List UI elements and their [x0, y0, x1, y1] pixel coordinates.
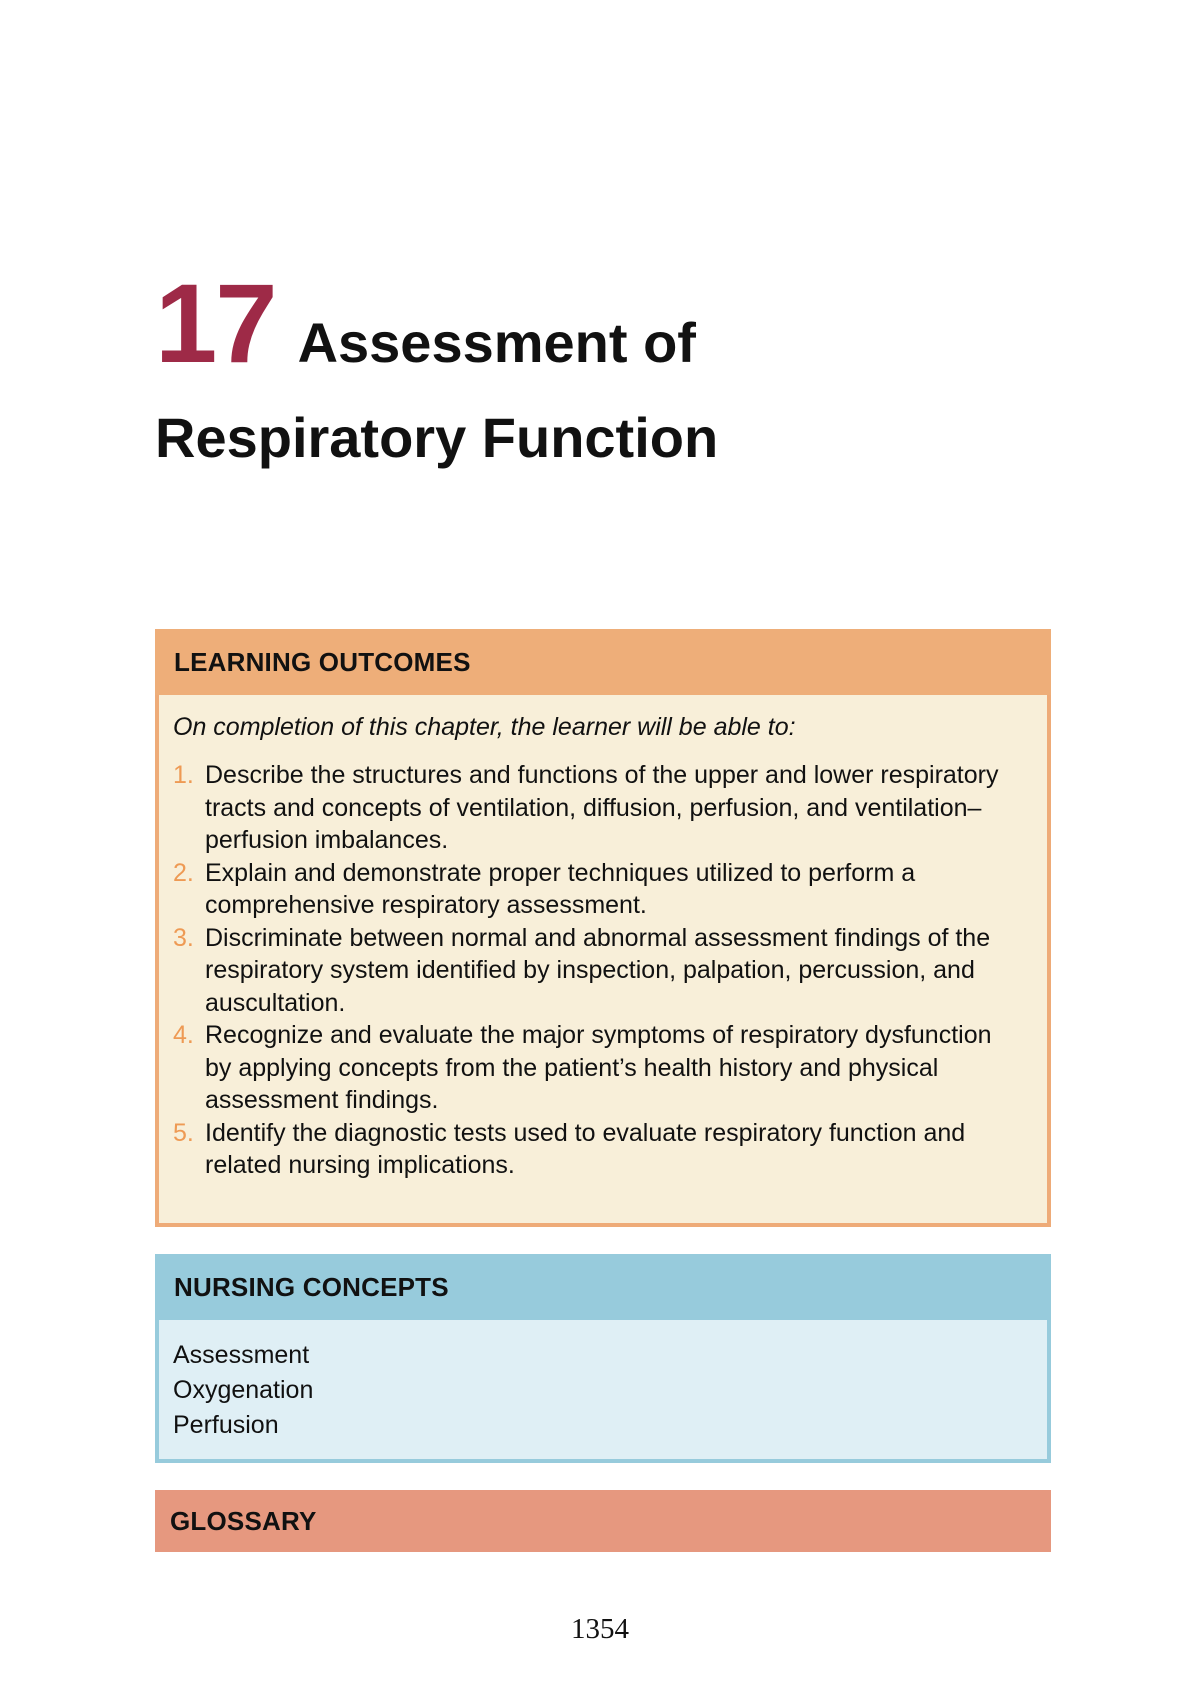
outcome-number: 5.: [173, 1118, 194, 1147]
learning-outcomes-header: LEARNING OUTCOMES: [155, 629, 1051, 695]
learning-outcomes-box: [155, 629, 1051, 1227]
outcome-item: [173, 922, 1017, 1020]
concept-item: Oxygenation: [173, 1376, 314, 1404]
outcome-text: Discriminate between normal and abnormal assessment findings of the respiratory system identified by inspection, palpation, percussion, and auscultation.: [205, 923, 991, 1017]
chapter-heading-line1: [155, 261, 1055, 386]
learning-outcomes-intro: On completion of this chapter, the learner will be able to:: [173, 713, 796, 741]
outcome-text: Describe the structures and functions of the upper and lower respiratory tracts and concepts of ventilation, diffusion, perfusion, and ventilation–perfusion imbalances.: [205, 761, 999, 854]
outcome-item: [173, 1019, 1017, 1117]
outcome-text: Explain and demonstrate proper techniques utilized to perform a comprehensive respiratory assessment.: [205, 858, 916, 919]
learning-outcomes-body: [159, 695, 1047, 1182]
chapter-heading: [155, 261, 1055, 469]
page-number: 1354: [571, 1613, 629, 1645]
outcome-text: Recognize and evaluate the major symptoms of respiratory dysfunction by applying concepts from the patient’s health history and physical assessment findings.: [205, 1021, 992, 1114]
outcome-number: 3.: [173, 923, 194, 952]
outcome-item: [173, 759, 1017, 857]
concept-item: Perfusion: [173, 1411, 279, 1439]
glossary-header: GLOSSARY: [170, 1505, 317, 1536]
outcome-number: 4.: [173, 1021, 194, 1049]
outcome-number: 2.: [173, 858, 194, 887]
nursing-concepts-box: [155, 1254, 1051, 1463]
outcome-item: [173, 1117, 1017, 1182]
chapter-title-line2: Respiratory Function: [155, 406, 719, 469]
chapter-number: 17: [155, 261, 276, 386]
concept-item: Assessment: [173, 1341, 310, 1369]
outcome-number: 1.: [173, 761, 194, 789]
glossary-box: [155, 1490, 1051, 1552]
nursing-concepts-header: NURSING CONCEPTS: [155, 1254, 1051, 1320]
chapter-title-line1: Assessment of: [297, 311, 696, 374]
outcome-text: Identify the diagnostic tests used to evaluate respiratory function and related nursing implications.: [205, 1118, 966, 1179]
outcome-item: [173, 857, 1017, 922]
nursing-concepts-body: [159, 1320, 1047, 1443]
learning-outcomes-list: [173, 759, 1017, 1182]
